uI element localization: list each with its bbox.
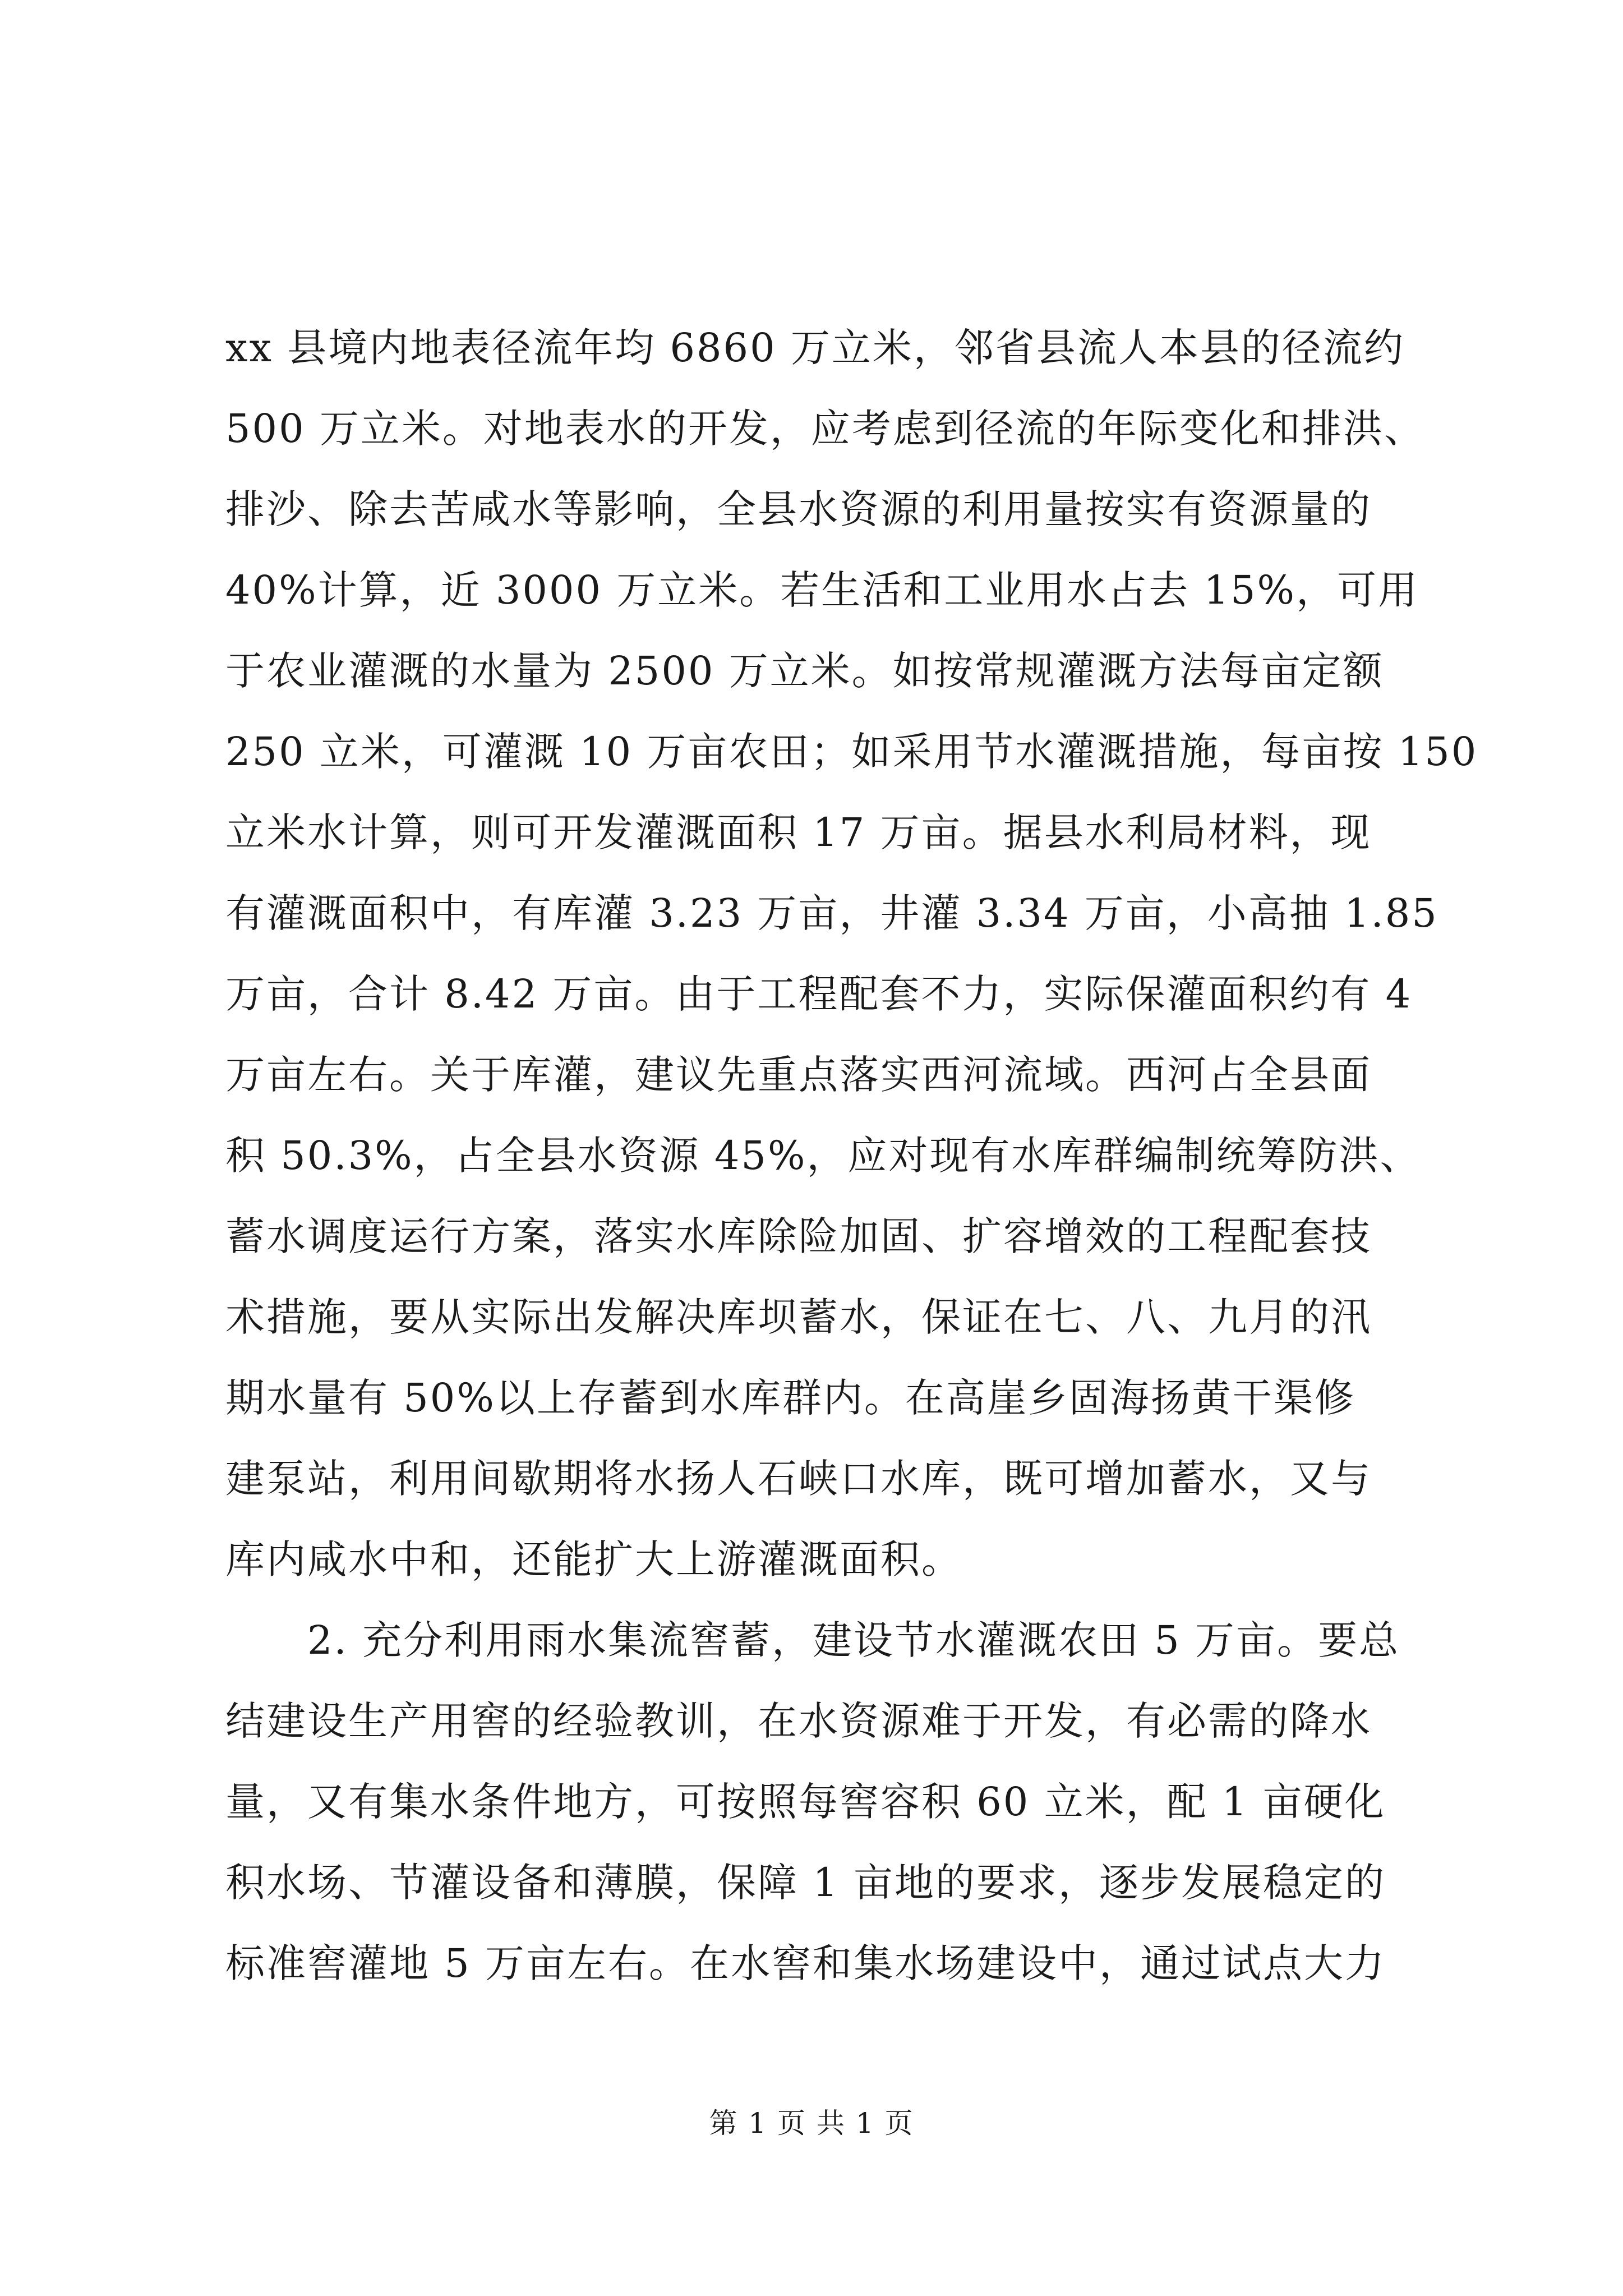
text-line: 术措施，要从实际出发解决库坝蓄水，保证在七、八、九月的汛 — [225, 1294, 1372, 1340]
body-text — [225, 307, 1478, 2004]
text-line: 40%计算，近 3000 万立米。若生活和工业用水占去 15%，可用 — [225, 567, 1419, 613]
text-line: 万亩，合计 8.42 万亩。由于工程配套不力，实际保灌面积约有 4 — [225, 971, 1413, 1017]
text-line: 标准窖灌地 5 万亩左右。在水窖和集水场建设中，通过试点大力 — [225, 1940, 1386, 1986]
text-line: 250 立米，可灌溉 10 万亩农田；如采用节水灌溉措施，每亩按 150 — [225, 729, 1478, 775]
text-line: 有灌溉面积中，有库灌 3.23 万亩，井灌 3.34 万亩，小高抽 1.85 — [225, 890, 1438, 936]
text-line: 期水量有 50%以上存蓄到水库群内。在高崖乡固海扬黄干渠修 — [225, 1375, 1355, 1421]
text-line: 排沙、除去苦咸水等影响，全县水资源的利用量按实有资源量的 — [225, 486, 1372, 532]
text-line: xx 县境内地表径流年均 6860 万立米，邻省县流人本县的径流约 — [225, 325, 1405, 371]
text-line: 500 万立米。对地表水的开发，应考虑到径流的年际变化和排洪、 — [225, 406, 1425, 452]
text-line: 于农业灌溉的水量为 2500 万立米。如按常规灌溉方法每亩定额 — [225, 648, 1384, 694]
text-line: 库内咸水中和，还能扩大上游灌溉面积。 — [225, 1536, 962, 1582]
text-line: 量，又有集水条件地方，可按照每窖容积 60 立米，配 1 亩硬化 — [225, 1779, 1386, 1825]
text-line: 万亩左右。关于库灌，建议先重点落实西河流域。西河占全县面 — [225, 1052, 1372, 1098]
text-line: 积水场、节灌设备和薄膜，保障 1 亩地的要求，逐步发展稳定的 — [225, 1860, 1386, 1906]
text-line: 蓄水调度运行方案，落实水库除险加固、扩容增效的工程配套技 — [225, 1213, 1372, 1259]
page-footer: 第 1 页 共 1 页 — [709, 2107, 914, 2139]
text-line: 积 50.3%，占全县水资源 45%，应对现有水库群编制统筹防洪、 — [225, 1133, 1421, 1179]
text-line: 结建设生产用窖的经验教训，在水资源难于开发，有必需的降水 — [225, 1698, 1372, 1744]
text-line: 2. 充分利用雨水集流窖蓄，建设节水灌溉农田 5 万亩。要总 — [225, 1617, 1400, 1663]
text-line: 建泵站，利用间歇期将水扬人石峡口水库，既可增加蓄水，又与 — [225, 1456, 1372, 1502]
text-line: 立米水计算，则可开发灌溉面积 17 万亩。据县水利局材料，现 — [225, 809, 1372, 855]
